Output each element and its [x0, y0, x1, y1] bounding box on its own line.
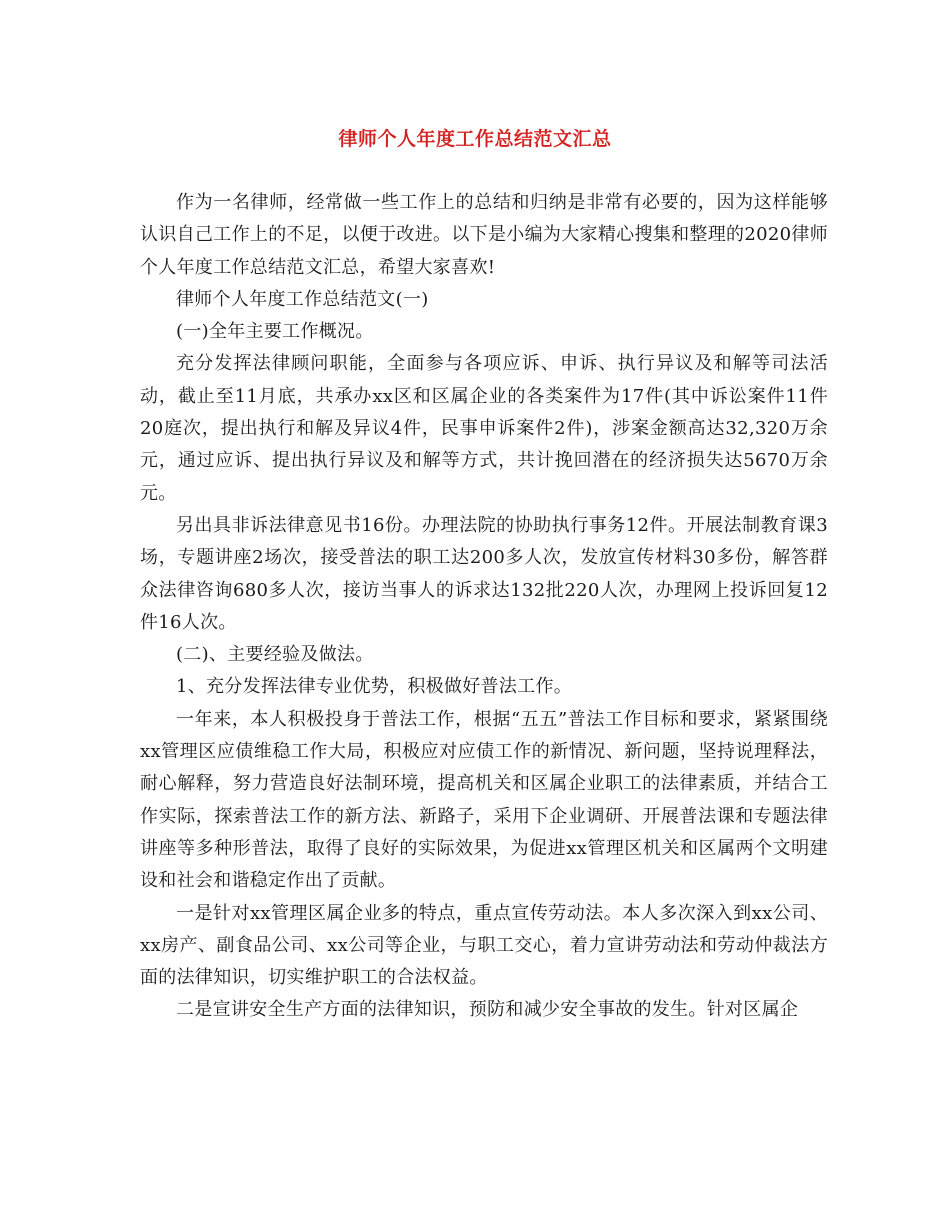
paragraph-intro: 作为一名律师，经常做一些工作上的总结和归纳是非常有必要的，因为这样能够认识自己工作上的不足，以便于改进。以下是小编为大家精心搜集和整理的2020律师个人年度工作总结范文汇总，希望大家喜欢!	[140, 192, 828, 278]
document-body	[140, 187, 828, 1027]
paragraph-non-litigation: 另出具非诉法律意见书16份。办理法院的协助执行事务12件。开展法制教育课3场，专题讲座2场次，接受普法的职工达200多人次，发放宣传材料30多份，解答群众法律咨询680多人次，接访当事人的诉求达132批220人次，办理网上投诉回复12件16人次。	[140, 514, 828, 633]
paragraph-subheading-1: (一)全年主要工作概况。	[176, 321, 374, 343]
paragraph-case-summary: 充分发挥法律顾问职能，全面参与各项应诉、申诉、执行异议及和解等司法活动，截止至11月底，共承办xx区和区属企业的各类案件为17件(其中诉讼案件11件20庭次，提出执行和解及异议4件，民事申诉案件2件)，涉案金额高达32,320万余元，通过应诉、提出执行异议及和解等方式，共计挽回潜在的经济损失达5670万余元。	[140, 353, 828, 504]
paragraph-safety-law: 二是宣讲安全生产方面的法律知识，预防和减少安全事故的发生。针对区属企	[176, 999, 799, 1021]
paragraph-legal-education: 一年来，本人积极投身于普法工作，根据“五五”普法工作目标和要求，紧紧围绕xx管理区应债维稳工作大局，积极应对应债工作的新情况、新问题，坚持说理释法，耐心解释，努力营造良好法制环境，提高机关和区属企业职工的法律素质，并结合工作实际，探索普法工作的新方法、新路子，采用下企业调研、开展普法课和专题法律讲座等多种形普法，取得了良好的实际效果，为促进xx管理区机关和区属两个文明建设和社会和谐稳定作出了贡献。	[140, 708, 828, 892]
paragraph-labor-law: 一是针对xx管理区属企业多的特点，重点宣传劳动法。本人多次深入到xx公司、xx房产、副食品公司、xx公司等企业，与职工交心，着力宣讲劳动法和劳动仲裁法方面的法律知识，切实维护职工的合法权益。	[140, 902, 828, 989]
paragraph-point-1: 1、充分发挥法律专业优势，积极做好普法工作。	[176, 676, 573, 698]
document-title: 律师个人年度工作总结范文汇总	[338, 128, 612, 150]
paragraph-subheading-2: (二)、主要经验及做法。	[176, 644, 374, 666]
paragraph-section-heading: 律师个人年度工作总结范文(一)	[176, 288, 429, 310]
